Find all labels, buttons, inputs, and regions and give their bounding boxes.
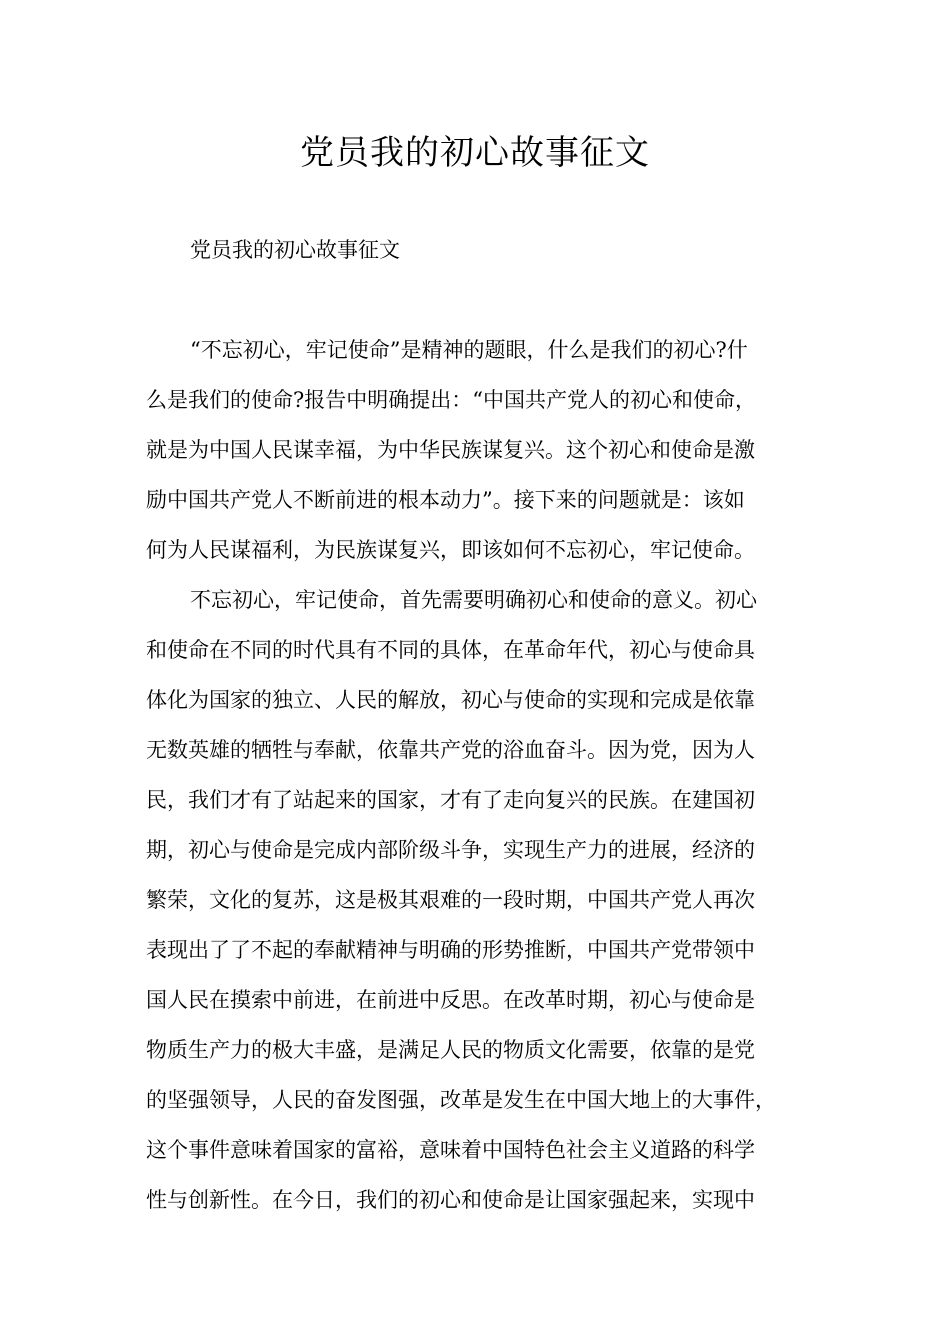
paragraph-line: 何为人民谋福利，为民族谋复兴，即该如何不忘初心，牢记使命。	[146, 538, 755, 562]
paragraph-line: 的坚强领导，人民的奋发图强，改革是发生在中国大地上的大事件，	[146, 1088, 776, 1112]
paragraph-line: 民，我们才有了站起来的国家，才有了走向复兴的民族。在建国初	[146, 788, 755, 812]
paragraph-line: 体化为国家的独立、人民的解放，初心与使命的实现和完成是依靠	[146, 688, 755, 712]
document-title: 党员我的初心故事征文	[300, 133, 650, 173]
paragraph-line: 表现出了了不起的奉献精神与明确的形势推断，中国共产党带领中	[146, 938, 755, 962]
paragraph-line: 物质生产力的极大丰盛，是满足人民的物质文化需要，依靠的是党	[146, 1038, 755, 1062]
paragraph-line: 性与创新性。在今日，我们的初心和使命是让国家强起来，实现中	[146, 1188, 755, 1212]
paragraph-line: 繁荣，文化的复苏，这是极其艰难的一段时期，中国共产党人再次	[146, 888, 755, 912]
paragraph-line: 无数英雄的牺牲与奉献，依靠共产党的浴血奋斗。因为党，因为人	[146, 738, 755, 762]
document-subtitle: 党员我的初心故事征文	[190, 238, 400, 262]
paragraph-line: 么是我们的使命?报告中明确提出：“中国共产党人的初心和使命，	[146, 388, 756, 412]
paragraph-line: 就是为中国人民谋幸福，为中华民族谋复兴。这个初心和使命是激	[146, 438, 755, 462]
paragraph-line: “不忘初心，牢记使命”是精神的题眼，什么是我们的初心?什	[190, 338, 748, 362]
paragraph-line: 不忘初心，牢记使命，首先需要明确初心和使命的意义。初心	[190, 588, 757, 612]
paragraph-line: 励中国共产党人不断前进的根本动力”。接下来的问题就是：该如	[146, 488, 745, 512]
paragraph-line: 这个事件意味着国家的富裕，意味着中国特色社会主义道路的科学	[146, 1138, 755, 1162]
paragraph-line: 国人民在摸索中前进，在前进中反思。在改革时期，初心与使命是	[146, 988, 755, 1012]
paragraph-line: 期，初心与使命是完成内部阶级斗争，实现生产力的进展，经济的	[146, 838, 755, 862]
paragraph-line: 和使命在不同的时代具有不同的具体，在革命年代，初心与使命具	[146, 638, 755, 662]
